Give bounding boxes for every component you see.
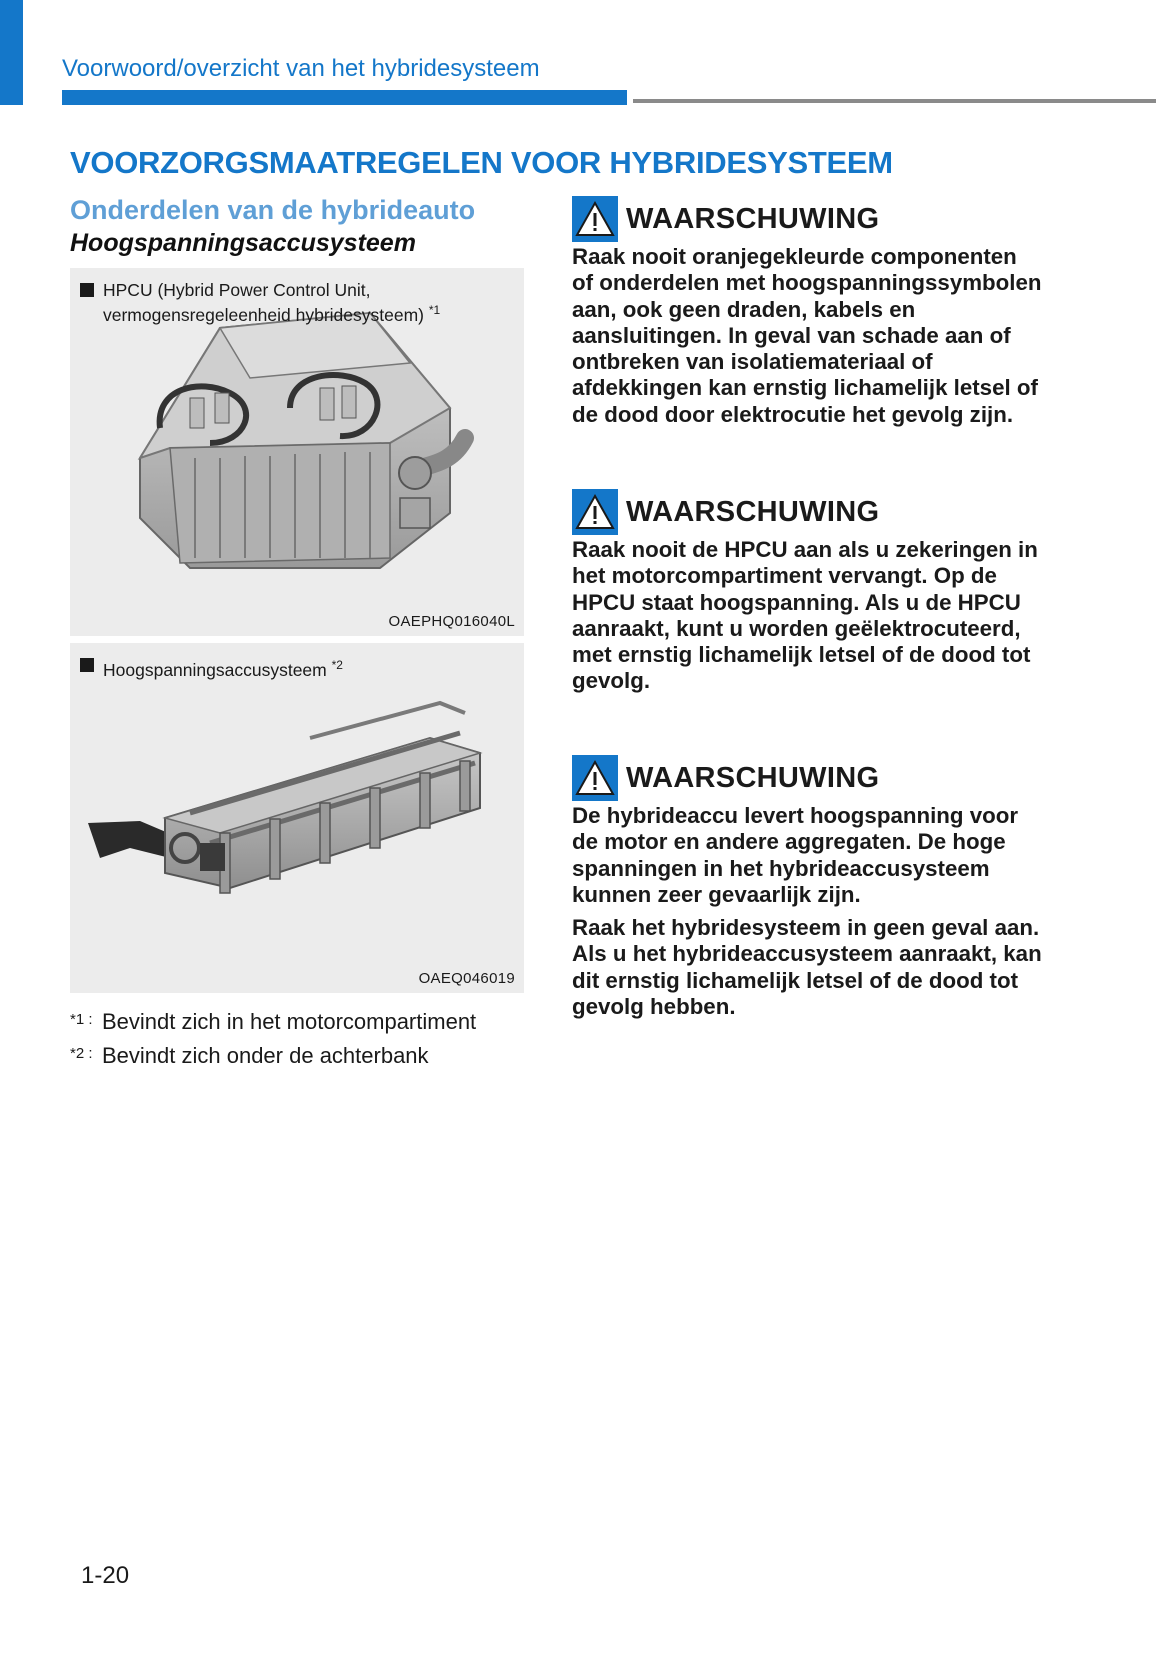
figure-code: OAEQ046019 [418, 970, 515, 987]
warning-header [572, 196, 1042, 242]
warning-paragraph: Raak nooit de HPCU aan als u zekeringen in het motorcompartiment vervangt. Op de HPCU staat hoogspanning. Als u de HPCU aanraakt, kunt u worden geëlektrocuteerd, met ernstig lichamelijk letsel of de dood tot gevolg. [572, 537, 1038, 694]
warning-triangle-icon [572, 196, 618, 242]
footnote-2 [70, 1043, 429, 1069]
figure-hpcu [70, 268, 524, 636]
section-subtitle: Onderdelen van de hybrideauto [70, 195, 476, 225]
warning-paragraph: Raak het hybridesysteem in geen geval aan. Als u het hybrideaccusysteem aanraakt, kan dit ernstig lichamelijk letsel of de dood tot gevolg hebben. [572, 915, 1042, 1020]
section-header: Voorwoord/overzicht van het hybridesysteem [62, 55, 540, 82]
warning-body [572, 803, 1042, 1020]
page-title: VOORZORGSMAATREGELEN VOOR HYBRIDESYSTEEM [70, 145, 893, 180]
warning-title: WAARSCHUWING [626, 202, 880, 235]
caption-line: Hoogspanningsaccusysteem [103, 659, 327, 680]
caption-line: vermogensregeleenheid hybridesysteem) [103, 304, 425, 325]
footnote-ref: *1 [428, 303, 441, 317]
figure-caption [80, 280, 440, 325]
warning-box [572, 489, 1042, 702]
figure-caption [80, 655, 343, 680]
warning-box [572, 196, 1042, 435]
footnote-mark: *2 : [70, 1045, 93, 1062]
warning-body [572, 537, 1042, 695]
footnote-1 [70, 1009, 476, 1035]
warning-header [572, 755, 1042, 801]
warning-triangle-icon [572, 489, 618, 535]
caption-line: HPCU (Hybrid Power Control Unit, [103, 280, 371, 300]
battery-pack-illustration [70, 643, 524, 993]
figure-battery-system [70, 643, 524, 993]
footnote-ref: *2 [331, 658, 343, 672]
warning-title: WAARSCHUWING [626, 761, 880, 794]
square-bullet-icon [80, 658, 94, 672]
warning-title: WAARSCHUWING [626, 495, 880, 528]
section-subsubtitle: Hoogspanningsaccusysteem [70, 229, 416, 257]
warning-box [572, 755, 1042, 1027]
warning-paragraph: Raak nooit oranjegekleurde componenten of onderdelen met hoogspanningssymbolen aan, ook geen draden, kabels en aansluitingen. In geval van schade aan of ontbreken van isolatiemateriaal of afdekkingen kan ernstig lichamelijk letsel of de dood door elektrocutie het gevolg zijn. [572, 244, 1042, 427]
warning-paragraph: De hybrideaccu levert hoogspanning voor de motor en andere aggregaten. De hoge spanningen in het hybrideaccusysteem kunnen zeer gevaarlijk zijn. [572, 803, 1019, 907]
header-rule-grey [633, 99, 1156, 103]
warning-body [572, 244, 1042, 428]
footnote-mark: *1 : [70, 1011, 93, 1028]
header-side-bar [0, 0, 23, 105]
warning-header [572, 489, 1042, 535]
figure-code: OAEPHQ016040L [388, 613, 515, 630]
square-bullet-icon [80, 283, 94, 297]
header-rule-blue [62, 90, 627, 105]
footnote-text: Bevindt zich in het motorcompartiment [102, 1009, 477, 1034]
warning-triangle-icon [572, 755, 618, 801]
footnote-text: Bevindt zich onder de achterbank [102, 1043, 429, 1068]
page-number: 1-20 [81, 1562, 130, 1589]
